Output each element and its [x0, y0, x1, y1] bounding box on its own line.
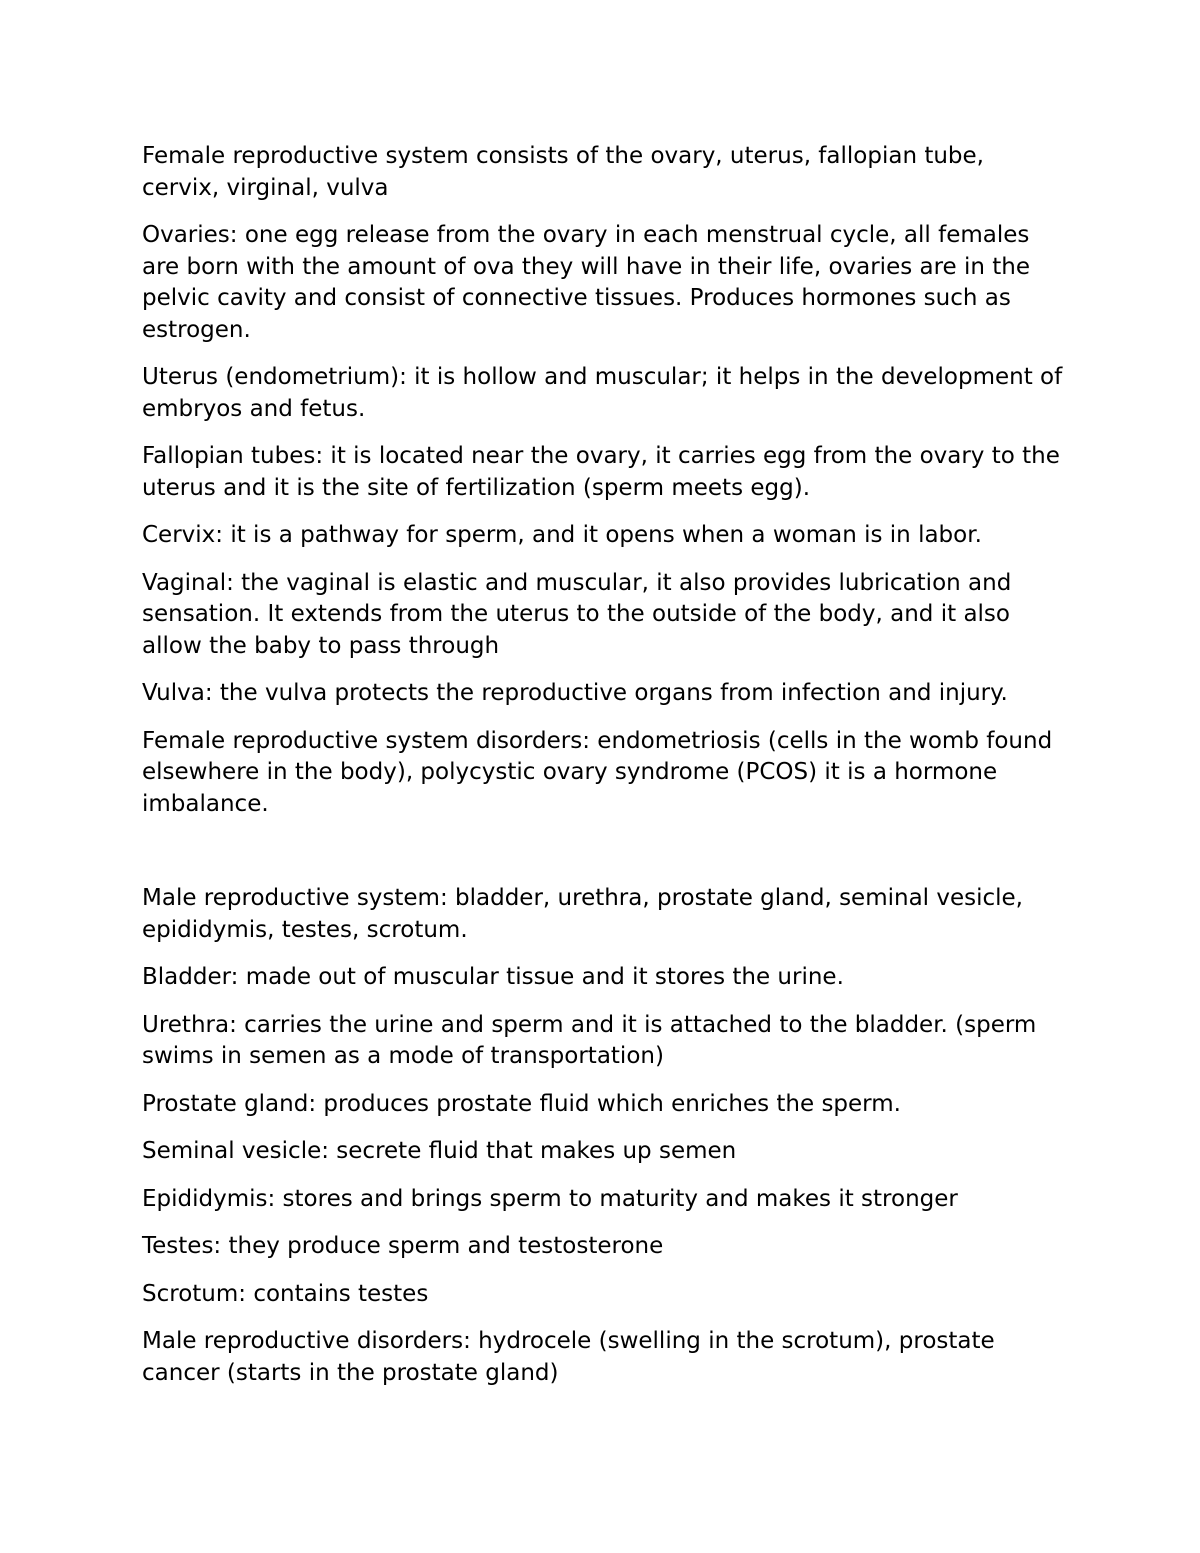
- paragraph-testes: Testes: they produce sperm and testosterone: [142, 1233, 664, 1259]
- document-body: [142, 141, 1067, 1405]
- paragraph-epididymis: Epididymis: stores and brings sperm to maturity and makes it stronger: [142, 1185, 958, 1212]
- paragraph-bladder: Bladder: made out of muscular tissue and it stores the urine.: [142, 964, 844, 990]
- paragraph-scrotum: Scrotum: contains testes: [142, 1280, 429, 1307]
- paragraph-male-disorders: Male reproductive disorders: hydrocele (swelling in the scrotum), prostate cancer (starts in the prostate gland): [142, 1328, 995, 1386]
- paragraph-urethra: Urethra: carries the urine and sperm and it is attached to the bladder. (sperm swims in semen as a mode of transportation): [142, 1011, 1037, 1069]
- paragraph-vaginal: Vaginal: the vaginal is elastic and muscular, it also provides lubrication and sensation. It extends from the uterus to the outside of the body, and it also allow the baby to pass through: [142, 569, 1012, 659]
- paragraph-female-disorders: Female reproductive system disorders: endometriosis (cells in the womb found elsewhere in the body), polycystic ovary syndrome (PCOS) it is a hormone imbalance.: [142, 727, 1053, 817]
- paragraph-uterus: Uterus (endometrium): it is hollow and muscular; it helps in the development of embryos and fetus.: [142, 364, 1063, 422]
- paragraph-male-overview: Male reproductive system: bladder, urethra, prostate gland, seminal vesicle, epididymis, testes, scrotum.: [142, 885, 1023, 943]
- paragraph-vulva: Vulva: the vulva protects the reproductive organs from infection and injury.: [142, 680, 1008, 706]
- paragraph-seminal-vesicle: Seminal vesicle: secrete fluid that makes up semen: [142, 1138, 737, 1164]
- paragraph-prostate-gland: Prostate gland: produces prostate fluid which enriches the sperm.: [142, 1090, 901, 1117]
- paragraph-female-overview: Female reproductive system consists of the ovary, uterus, fallopian tube, cervix, virginal, vulva: [142, 143, 984, 201]
- paragraph-ovaries: Ovaries: one egg release from the ovary in each menstrual cycle, all females are born with the amount of ova they will have in their life, ovaries are in the pelvic cavity and consist of connective tissues. Produces hormones such as estrogen.: [142, 222, 1031, 343]
- section-spacer: [142, 836, 1067, 883]
- paragraph-cervix: Cervix: it is a pathway for sperm, and it opens when a woman is in labor.: [142, 522, 982, 548]
- paragraph-fallopian-tubes: Fallopian tubes: it is located near the ovary, it carries egg from the ovary to the uterus and it is the site of fertilization (sperm meets egg).: [142, 443, 1060, 501]
